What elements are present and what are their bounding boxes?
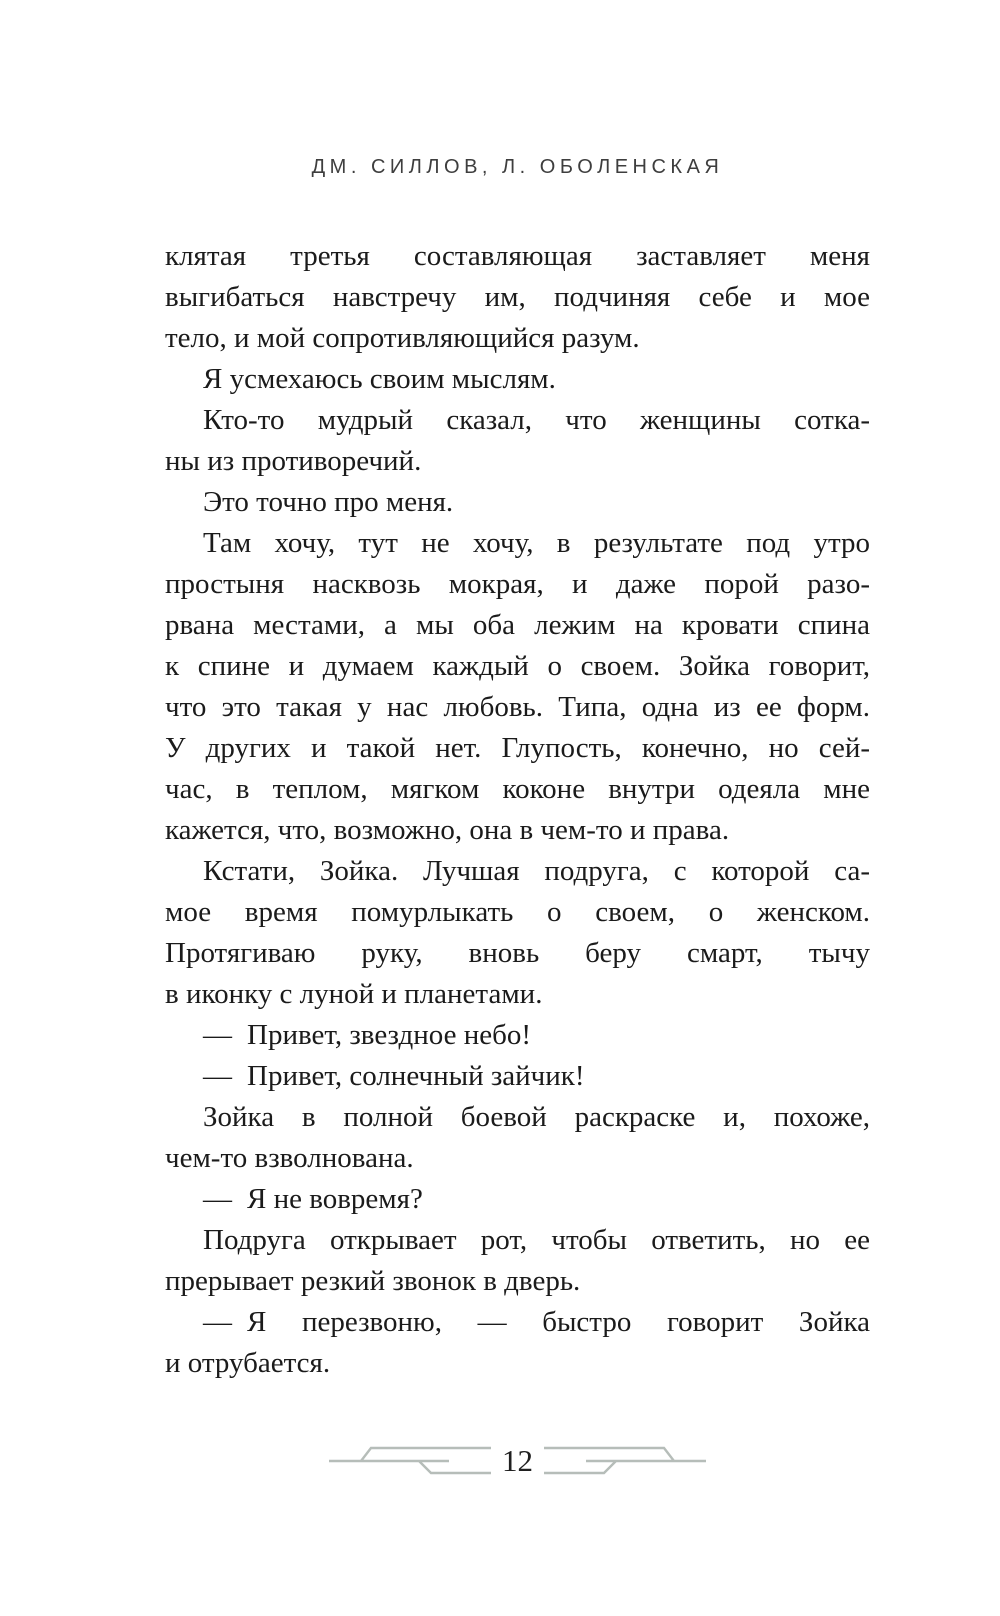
footer-ornament-right-icon [544, 1446, 706, 1476]
footer-ornament-left-icon [329, 1446, 491, 1476]
text-line: У других и такой нет. Глупость, конечно, но сей- [165, 732, 870, 764]
dialogue-dash: — [203, 1019, 232, 1051]
text-line: Кто-то мудрый сказал, что женщины сотка- [203, 404, 870, 436]
text-line: в иконку с луной и планетами. [165, 978, 543, 1010]
text-line: к спине и думаем каждый о своем. Зойка говорит, [165, 650, 870, 682]
running-header: ДМ. СИЛЛОВ, Л. ОБОЛЕНСКАЯ [311, 156, 724, 178]
body-text [165, 236, 870, 1384]
text-line: и отрубается. [165, 1347, 331, 1379]
text-line: — Я перезвоню, — быстро говорит Зойка [203, 1306, 870, 1338]
text-line: что это такая у нас любовь. Типа, одна из ее форм. [165, 691, 870, 723]
text-line: ны из противоречий. [165, 445, 422, 477]
text-line: Протягиваю руку, вновь беру смарт, тычу [165, 937, 870, 969]
text-line: мое время помурлыкать о своем, о женском. [165, 896, 870, 928]
dialogue-dash: — [203, 1183, 232, 1215]
text-line: Зойка в полной боевой раскраске и, похоже, [203, 1101, 870, 1133]
page-number: 12 [502, 1443, 533, 1478]
page-footer [165, 1444, 870, 1478]
text-line: простыня насквозь мокрая, и даже порой разо- [165, 568, 870, 600]
text-line: тело, и мой сопротивляющийся разум. [165, 322, 640, 354]
text-line: клятая третья составляющая заставляет меня [165, 240, 870, 272]
dialogue-dash: — [203, 1060, 232, 1092]
text-line: выгибаться навстречу им, подчиняя себе и мое [165, 281, 870, 313]
text-line: Там хочу, тут не хочу, в результате под утро [203, 527, 870, 559]
dialogue-dash: — [203, 1306, 232, 1338]
text-line: Подруга открывает рот, чтобы ответить, но ее [203, 1224, 870, 1256]
text-line: — Я не вовремя? [203, 1183, 423, 1215]
text-line: кажется, что, возможно, она в чем-то и права. [165, 814, 730, 846]
text-line: прерывает резкий звонок в дверь. [165, 1265, 581, 1297]
text-line: час, в теплом, мягком коконе внутри одеяла мне [165, 773, 870, 805]
text-line: — Привет, звездное небо! [203, 1019, 532, 1051]
text-line: чем-то взволнована. [165, 1142, 414, 1174]
text-line: Это точно про меня. [203, 486, 454, 518]
text-line: Я усмехаюсь своим мыслям. [203, 363, 556, 395]
text-line: рвана местами, а мы оба лежим на кровати спина [165, 609, 870, 641]
text-line: — Привет, солнечный зайчик! [203, 1060, 585, 1092]
text-line: Кстати, Зойка. Лучшая подруга, с которой са- [203, 855, 870, 887]
